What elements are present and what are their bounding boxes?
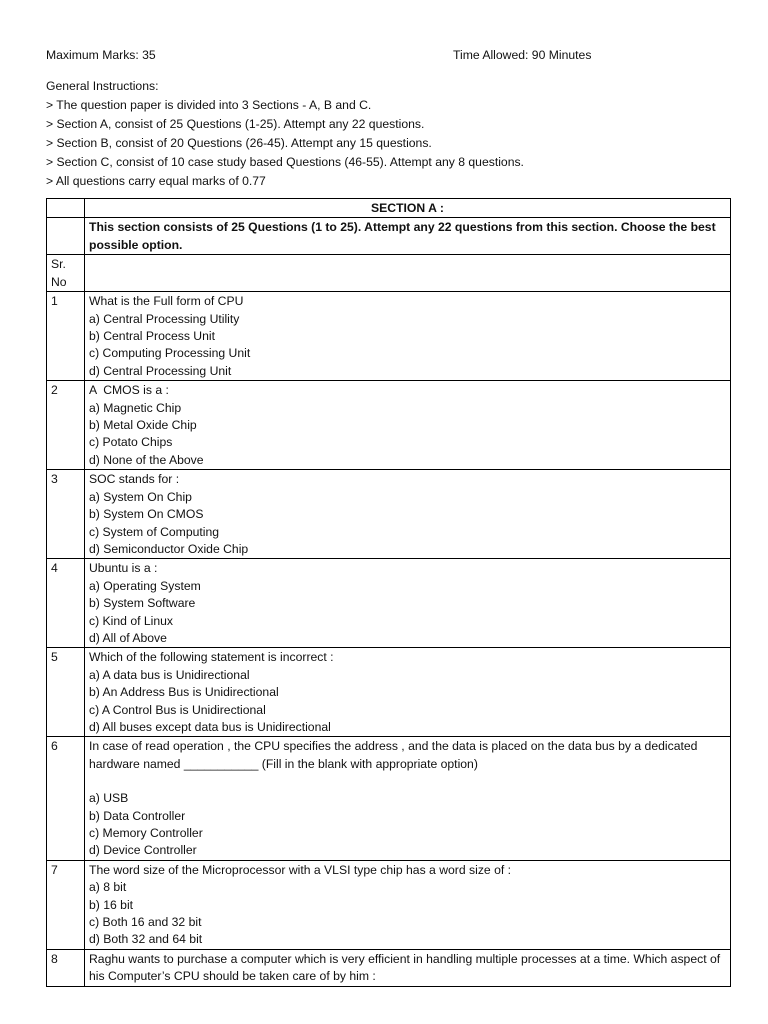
instruction-item: > The question paper is divided into 3 Sections - A, B and C.: [46, 98, 372, 112]
option-a: a) Central Processing Utility: [89, 311, 240, 326]
question-number: 2: [47, 381, 85, 470]
option-b: b) Metal Oxide Chip: [89, 418, 197, 433]
section-title: SECTION A :: [85, 199, 731, 218]
instruction-item: > All questions carry equal marks of 0.77: [46, 174, 266, 188]
question-cell: [85, 737, 731, 860]
question-cell: [85, 292, 731, 381]
option-b: b) An Address Bus is Unidirectional: [89, 685, 279, 700]
option-d: d) All of Above: [89, 630, 167, 645]
option-c: c) Memory Controller: [89, 826, 203, 840]
question-number: 7: [47, 860, 85, 949]
option-b: b) System Software: [89, 596, 196, 611]
option-d: d) None of the Above: [89, 452, 204, 467]
question-text: A CMOS is a :: [89, 383, 169, 398]
time-allowed: Time Allowed: 90 Minutes: [453, 48, 592, 62]
section-title-row: [47, 199, 731, 218]
question-row: [47, 737, 731, 860]
option-a: a) Operating System: [89, 578, 201, 593]
option-a: a) USB: [89, 791, 129, 806]
option-d: d) Both 32 and 64 bit: [89, 932, 203, 947]
question-cell: [85, 470, 731, 559]
option-b: b) System On CMOS: [89, 507, 204, 522]
question-text: SOC stands for :: [89, 472, 180, 487]
question-row: [47, 559, 731, 648]
option-d: d) Central Processing Unit: [89, 363, 232, 378]
question-text: In case of read operation , the CPU specifies the address , and the data is placed on the data bus by a dedicated hardware named ___________ (Fill in the blank with appropriate option): [89, 739, 698, 771]
question-text: Raghu wants to purchase a computer which is very efficient in handling multiple processes at a time. Which aspect of his Computer’s CPU should be taken care of by him :: [89, 951, 721, 984]
sr-no-header: Sr. No: [47, 255, 85, 292]
instruction-item: > Section A, consist of 25 Questions (1-25). Attempt any 22 questions.: [46, 117, 425, 131]
question-number: 3: [47, 470, 85, 559]
option-b: b) Central Process Unit: [89, 329, 215, 344]
option-c: c) Kind of Linux: [89, 613, 174, 628]
instruction-item: > Section C, consist of 10 case study based Questions (46-55). Attempt any 8 questions.: [46, 155, 524, 169]
question-cell: [85, 648, 731, 737]
question-row: [47, 470, 731, 559]
option-c: c) Potato Chips: [89, 435, 173, 450]
paper-header: [46, 48, 731, 65]
question-row: [47, 381, 731, 470]
option-a: a) Magnetic Chip: [89, 400, 182, 415]
option-d: d) Device Controller: [89, 843, 197, 858]
option-d: d) All buses except data bus is Unidirectional: [89, 719, 331, 734]
section-description-row: [47, 218, 731, 255]
question-row: [47, 648, 731, 737]
instructions-title: General Instructions:: [46, 79, 159, 93]
question-row: [47, 292, 731, 381]
option-a: a) 8 bit: [89, 880, 127, 895]
general-instructions: [46, 77, 731, 191]
option-c: c) Computing Processing Unit: [89, 346, 251, 361]
question-cell: [85, 381, 731, 470]
section-description: This section consists of 25 Questions (1 to 25). Attempt any 22 questions from this section. Choose the best possible option.: [85, 218, 731, 255]
option-a: a) A data bus is Unidirectional: [89, 667, 250, 682]
question-table: [46, 198, 731, 987]
question-row: [47, 860, 731, 949]
option-c: c) System of Computing: [89, 524, 220, 539]
instruction-item: > Section B, consist of 20 Questions (26-45). Attempt any 15 questions.: [46, 136, 432, 150]
option-a: a) System On Chip: [89, 489, 192, 504]
option-d: d) Semiconductor Oxide Chip: [89, 541, 249, 556]
option-b: b) Data Controller: [89, 808, 186, 823]
question-text: What is the Full form of CPU: [89, 294, 244, 309]
maximum-marks: Maximum Marks: 35: [46, 48, 156, 62]
column-header-row: [47, 255, 731, 292]
question-number: 6: [47, 737, 85, 860]
option-c: c) Both 16 and 32 bit: [89, 915, 202, 930]
question-text: Which of the following statement is incorrect :: [89, 650, 334, 665]
question-number: 4: [47, 559, 85, 648]
question-cell: [85, 860, 731, 949]
question-cell: [85, 949, 731, 986]
question-row: [47, 949, 731, 986]
question-cell: [85, 559, 731, 648]
question-number: 1: [47, 292, 85, 381]
option-b: b) 16 bit: [89, 897, 134, 912]
question-text: The word size of the Microprocessor with a VLSI type chip has a word size of :: [89, 862, 512, 877]
question-number: 5: [47, 648, 85, 737]
option-c: c) A Control Bus is Unidirectional: [89, 702, 266, 717]
question-text: Ubuntu is a :: [89, 561, 158, 576]
question-number: 8: [47, 949, 85, 986]
